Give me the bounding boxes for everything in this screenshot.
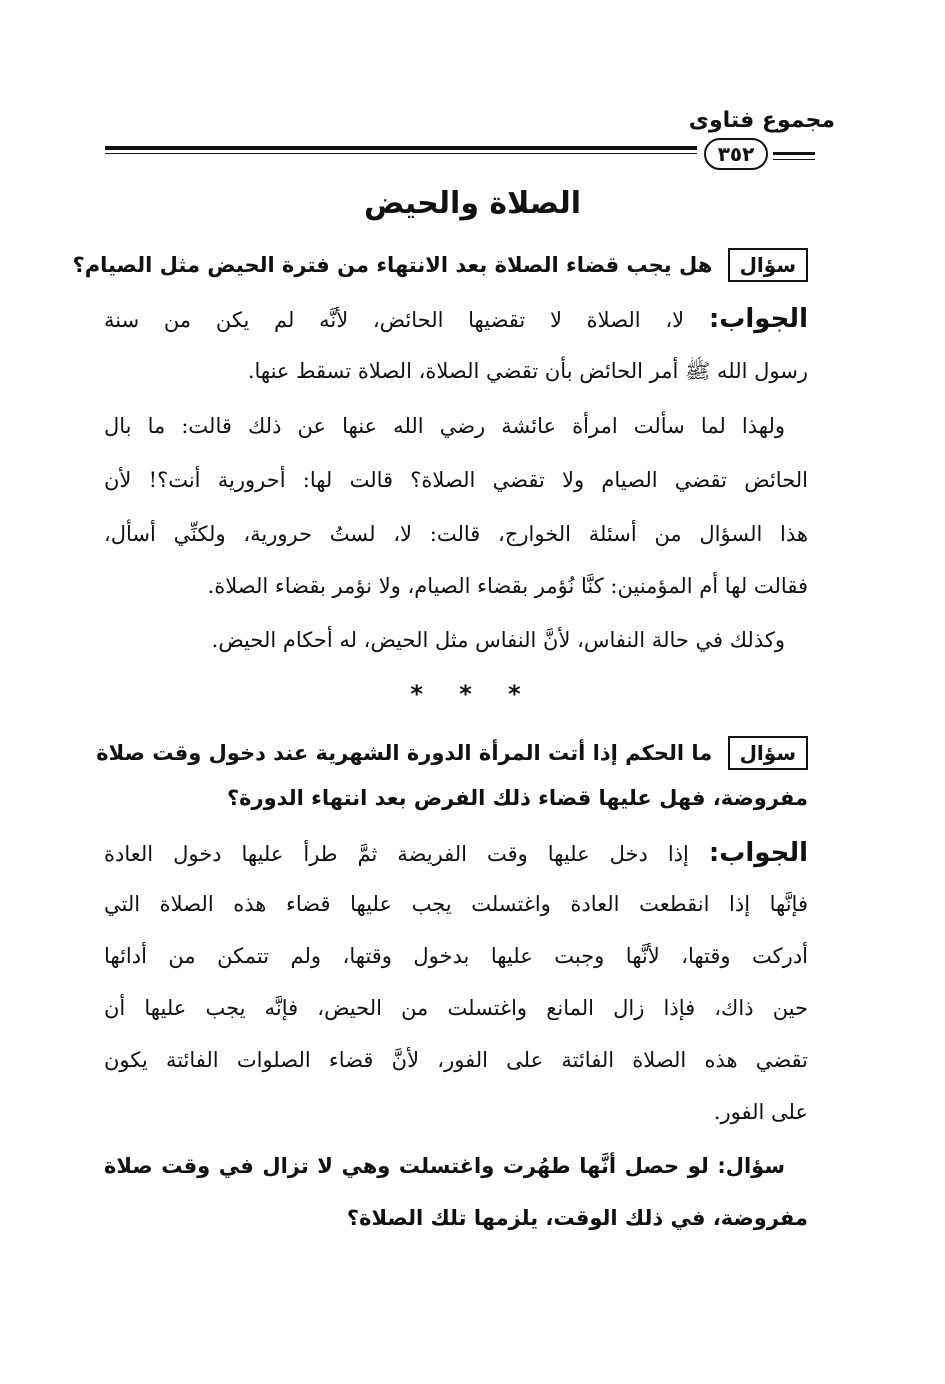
answer-2-line-4: حين ذاك، فإذا زال المانع واغتسلت من الحيض، فإنَّه يجب عليها أن	[104, 996, 808, 1020]
paragraph-2-line-1: ولهذا لما سألت امرأة عائشة رضي الله عنها عن ذلك قالت: ما بال	[104, 414, 785, 438]
answer-2-text-1: إذا دخل عليها وقت الفريضة ثمَّ طرأ عليها دخول العادة	[104, 842, 689, 866]
page-number: ٣٥٢	[704, 138, 768, 170]
running-title: مجموع فتاوى	[688, 108, 835, 133]
question-2-text-1: ما الحكم إذا أتت المرأة الدورة الشهرية عند دخول وقت صلاة	[96, 741, 713, 765]
answer-2-line-6: على الفور.	[713, 1100, 808, 1124]
header-rule-short	[773, 152, 815, 155]
question-label-box: سؤال	[728, 248, 808, 282]
question-3-line-1: سؤال: لو حصل أنَّها طهُرت واغتسلت وهي لا تزال في وقت صلاة	[104, 1154, 785, 1178]
paragraph-3-line-1: وكذلك في حالة النفاس، لأنَّ النفاس مثل الحيض، له أحكام الحيض.	[211, 628, 785, 652]
question-2-line-1	[96, 736, 808, 770]
section-separator: * * *	[410, 680, 535, 708]
question-3-line-2: مفروضة، في ذلك الوقت، يلزمها تلك الصلاة؟	[346, 1206, 808, 1230]
header-rule-thin	[105, 153, 697, 154]
answer-label: الجواب:	[708, 838, 808, 868]
question-1-text: هل يجب قضاء الصلاة بعد الانتهاء من فترة الحيض مثل الصيام؟	[72, 253, 713, 277]
paragraph-2-line-2: الحائض تقضي الصيام ولا تقضي الصلاة؟ قالت لها: أحرورية أنت؟! لأن	[104, 468, 808, 492]
answer-1-line-1	[104, 304, 808, 334]
question-label-box: سؤال	[728, 736, 808, 770]
question-2-line-2: مفروضة، فهل عليها قضاء ذلك الفرض بعد انتهاء الدورة؟	[226, 786, 808, 810]
paragraph-2-line-4: فقالت لها أم المؤمنين: كنَّا نُؤمر بقضاء الصيام، ولا نؤمر بقضاء الصلاة.	[207, 574, 808, 598]
answer-1-line-2: رسول الله ﷺ أمر الحائض بأن تقضي الصلاة، الصلاة تسقط عنها.	[247, 359, 808, 383]
question-1	[72, 248, 808, 282]
answer-1-text-1: لا، الصلاة لا تقضيها الحائض، لأنَّه لم يكن من سنة	[104, 308, 685, 332]
answer-2-line-1	[104, 838, 808, 868]
answer-2-line-3: أدركت وقتها، لأنَّها وجبت عليها بدخول وقتها، ولم تتمكن من أدائها	[104, 944, 808, 968]
answer-2-line-2: فإنَّها إذا انقطعت العادة واغتسلت يجب عليها قضاء هذه الصلاة التي	[104, 892, 808, 916]
chapter-title: الصلاة والحيض	[363, 186, 582, 221]
answer-2-line-5: تقضي هذه الصلاة الفائتة على الفور، لأنَّ قضاء الصلوات الفائتة يكون	[104, 1048, 808, 1072]
paragraph-2-line-3: هذا السؤال من أسئلة الخوارج، قالت: لا، لستُ حرورية، ولكنِّي أسأل،	[104, 522, 808, 546]
header-rule-short-thin	[773, 159, 815, 160]
answer-label: الجواب:	[708, 304, 808, 334]
header-rule	[105, 146, 697, 150]
